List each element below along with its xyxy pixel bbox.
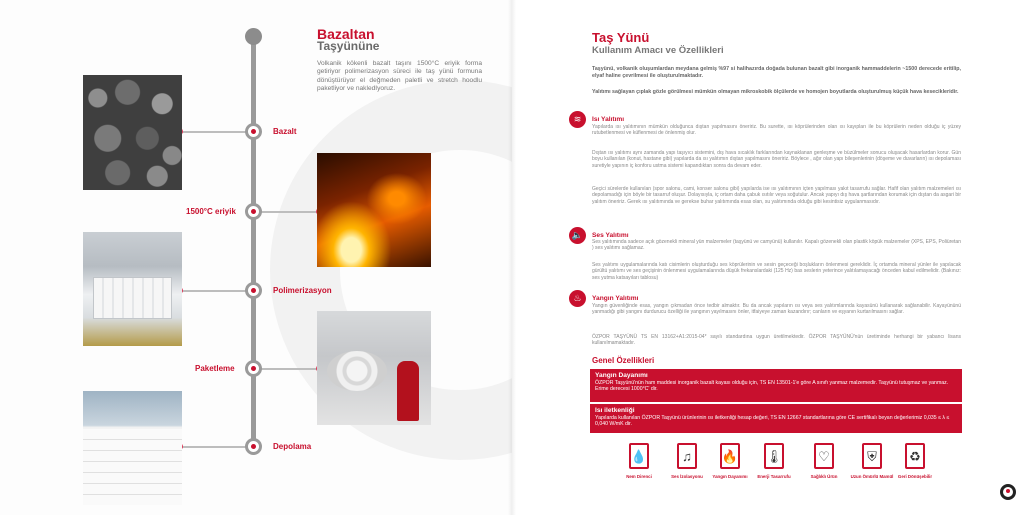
feature-label: Nem Direnci [626,474,652,479]
warehouse-stock-photo [83,391,182,505]
feature-label: Enerji Tasarrufu [757,474,791,479]
fire-icon: ♨ [569,290,586,307]
timeline-node-polimerizasyon [245,282,262,299]
feature-label: Geri Dönüşebilir [897,474,933,479]
section-paragraph: Geçici sürelerde kullanılan (spor salonu, cami, konser salonu gibi) yapılarda ise ısı yalıtımının içten yapılması yakıt tasarrufu sağlar. Hafif olan yalıtım malzemeleri ısı depolamadığı için böyle bir tasarruf oluşur. Dolayısıyla, iç ortam daha çabuk ısıtılır veya soğutulur. Ancak yapıyı dış hava şartlarından korumak için dıştan da asgari bir yalıtım öneririz. Gerek ısı yalıtımında ve gerekse buhar yalıtımında esas olan, su yalıtımında olduğu gibi kesintisiz uygulanmasıdır. [592,186,961,205]
box-text: ÖZPOR Taşyünü'nün ham maddesi inorganik bazalt kayası olduğu için, TS EN 13501-1'e göre A sınıfı yanmaz malzemedir. Taşyünü tutuşmaz ve yanmaz. Erime derecesi 1000°C' dir. [595,380,949,393]
timeline-node-paketleme [245,360,262,377]
section-paragraph: ÖZPOR TAŞYÜNÜ TS EN 13162+A1:2015-04* sayılı standardına uygun üretilmektedir. ÖZPOR TAŞYÜNÜ'nün üretiminde herhangi bir yabancı lisans kullanılmamaktadır. [592,334,961,347]
section-paragraph: Ses yalıtımında sadece açık gözenekli mineral yün malzemeler (taşyünü ve camyünü) kullanılır. Kapalı gözenekli olan plastik köpük malzemeler (XPS, EPS, Poliüretan ) ses yalıtımı sağlamaz. [592,239,961,252]
basalt-rocks-photo [83,75,182,190]
timeline-label-paketleme: Paketleme [195,364,235,373]
feature-uzun-omurlu [850,443,894,479]
timeline-start-dot [245,28,262,45]
timeline-label-bazalt: Bazalt [273,127,297,136]
section-heading-yangin: Yangın Yalıtımı [592,295,639,302]
feature-nem [617,443,661,479]
heat-waves-icon: ≋ [569,111,586,128]
timeline-label-eriyik: 1500°C eriyik [186,207,236,216]
box-heading: Isı iletkenliği [595,407,635,414]
feature-geri-donusebilir [893,443,937,479]
water-drops-icon: 💧 [629,443,649,469]
left-title: Bazaltan [317,26,375,42]
section-heading-isi: Isı Yalıtımı [592,116,625,123]
feature-yangin [708,443,752,479]
timeline-node-eriyik [245,203,262,220]
intro-paragraph: Taşyünü, volkanik oluşumlardan meydana gelmiş %97 si halihazırda doğada bulunan bazalt gibi inorganik hammaddelerin ~1500 derecede eritilip, elyaf haline çevrilmesi ile oluşturulmaktadır. [592,66,961,79]
feature-ses [665,443,709,479]
shield-icon: ⛨ [862,443,882,469]
feature-label: Uzun Ömürlü Mamül [850,474,894,479]
feature-label: Sağlıklı Ürün [810,474,838,479]
heart-icon: ♡ [814,443,834,469]
timeline-connector [258,368,320,370]
timeline-connector [180,131,248,133]
right-subtitle: Kullanım Amacı ve Özellikleri [592,45,724,56]
general-properties-heading: Genel Özellikleri [592,356,655,365]
timeline-connector [180,290,248,292]
flame-icon: 🔥 [720,443,740,469]
feature-saglikli [802,443,846,479]
thermal-conductivity-box [590,404,962,433]
left-body-text: Volkanik kökenli bazalt taşını 1500°C eriyik forma getiriyor polimerizasyon süreci ile taş yünü formuna dönüştürüyor el değmeden paletli ve stretch hoodlu paketliyor ve nakledIyoruz. [317,60,482,93]
left-subtitle: Taşyününe [317,39,380,53]
recycle-icon: ♻ [905,443,925,469]
intro-paragraph-2: Yalıtımı sağlayan çıplak gözle görülmesi mümkün olmayan mikroskobik ölçülerde ve homojen boyutlarda oluşturulmuş küçük hava kesecikleridir. [592,89,959,95]
speaker-icon: 🔈 [569,227,586,244]
production-line-photo [83,232,182,346]
feature-label: Ses İzolasyonu [671,474,703,479]
section-paragraph: Dıştan ısı yalıtımı aynı zamanda yapı taşıyıcı sistemini, dış hava sıcaklık farklarından kaynaklanan genleşme ve büzülmeler sonucu oluşacak hasarlardan korur. Gün boyu kullanılan (konut, hastane gibi) yapılarda da ısı yalıtımın dıştan yapılmasını öneririz. Böylece , ağır olan yapı bileşenlerinin (döşeme ve duvarların) ısı depolaması suretiyle yapının iç konforu ustma sistemi kapandıktan sonra da devam eder. [592,150,961,169]
music-note-icon: ♫ [677,443,697,469]
box-heading: Yangın Dayanımı [595,372,648,379]
section-heading-ses: Ses Yalıtımı [592,232,629,239]
molten-lava-photo [317,153,431,267]
timeline-node-bazalt [245,123,262,140]
timeline-label-depolama: Depolama [273,442,312,451]
feature-label: Yangın Dayanımı [712,474,748,479]
feature-enerji [752,443,796,479]
ozpor-logo [1000,484,1016,500]
timeline-connector [180,446,248,448]
packaging-worker-photo [317,311,431,425]
timeline-label-polimerizasyon: Polimerizasyon [273,286,332,295]
section-paragraph: Ses yalıtımı uygulamalarında katı cisimlerin oluşturduğu ses köprülerinin ve sesin geçeceği boşlukların önlenmesi gereklidir. İç ortamda mineral yünler ile yapılacak gürültü yalıtımı ve ses geçişinin önlenmesi uygulamalarında düşük frekanslardaki (125 Hz) bas seslerin yeterince yalıtılamayacağı önceden kabul edilmelidir. (Bakınız: ses yutma katsayıları tablosu) [592,262,961,281]
box-text: Yapılarda kullanılan ÖZPOR Taşyünü ürünlerinin ısı iletkenliği hesap değeri, TS EN 12667 standartlarına göre CE sertifikalı beyan değerlerimiz 0,035 ≤ λ ≤ 0,040 W/mK dir. [595,415,950,428]
right-title: Taş Yünü [592,30,650,45]
thermometer-icon: 🌡 [764,443,784,469]
fire-resistance-box [590,369,962,402]
timeline-node-depolama [245,438,262,455]
section-paragraph: Yapılarda ısı yalıtımının mümkün olduğunca dıştan yapılmasını öneririz. Bu surette, ısı köprülerinden olan ısı kayıpları ile bu köprülerin neden olduğu iç yüzey rutubetlenmesi ve küflenmesi de önlenmiş olur. [592,124,961,137]
timeline-connector [258,211,320,213]
section-paragraph: Yangın güvenliğinde esas, yangın çıkmadan önce tedbir almaktır. Bu da ancak yapıların ısı veya ses yalıtımlarında kayasünü kullanarak sağlanabilir. Kayayününü yanmadığı gibi yangını durdurucu özelliği ile yangının yayılmasını önler, itfaiyeye zaman kazandırır; canların ve eşyanın kurtarılmasını sağlar. [592,303,961,316]
timeline-line [251,36,256,451]
page-spine [508,0,516,515]
